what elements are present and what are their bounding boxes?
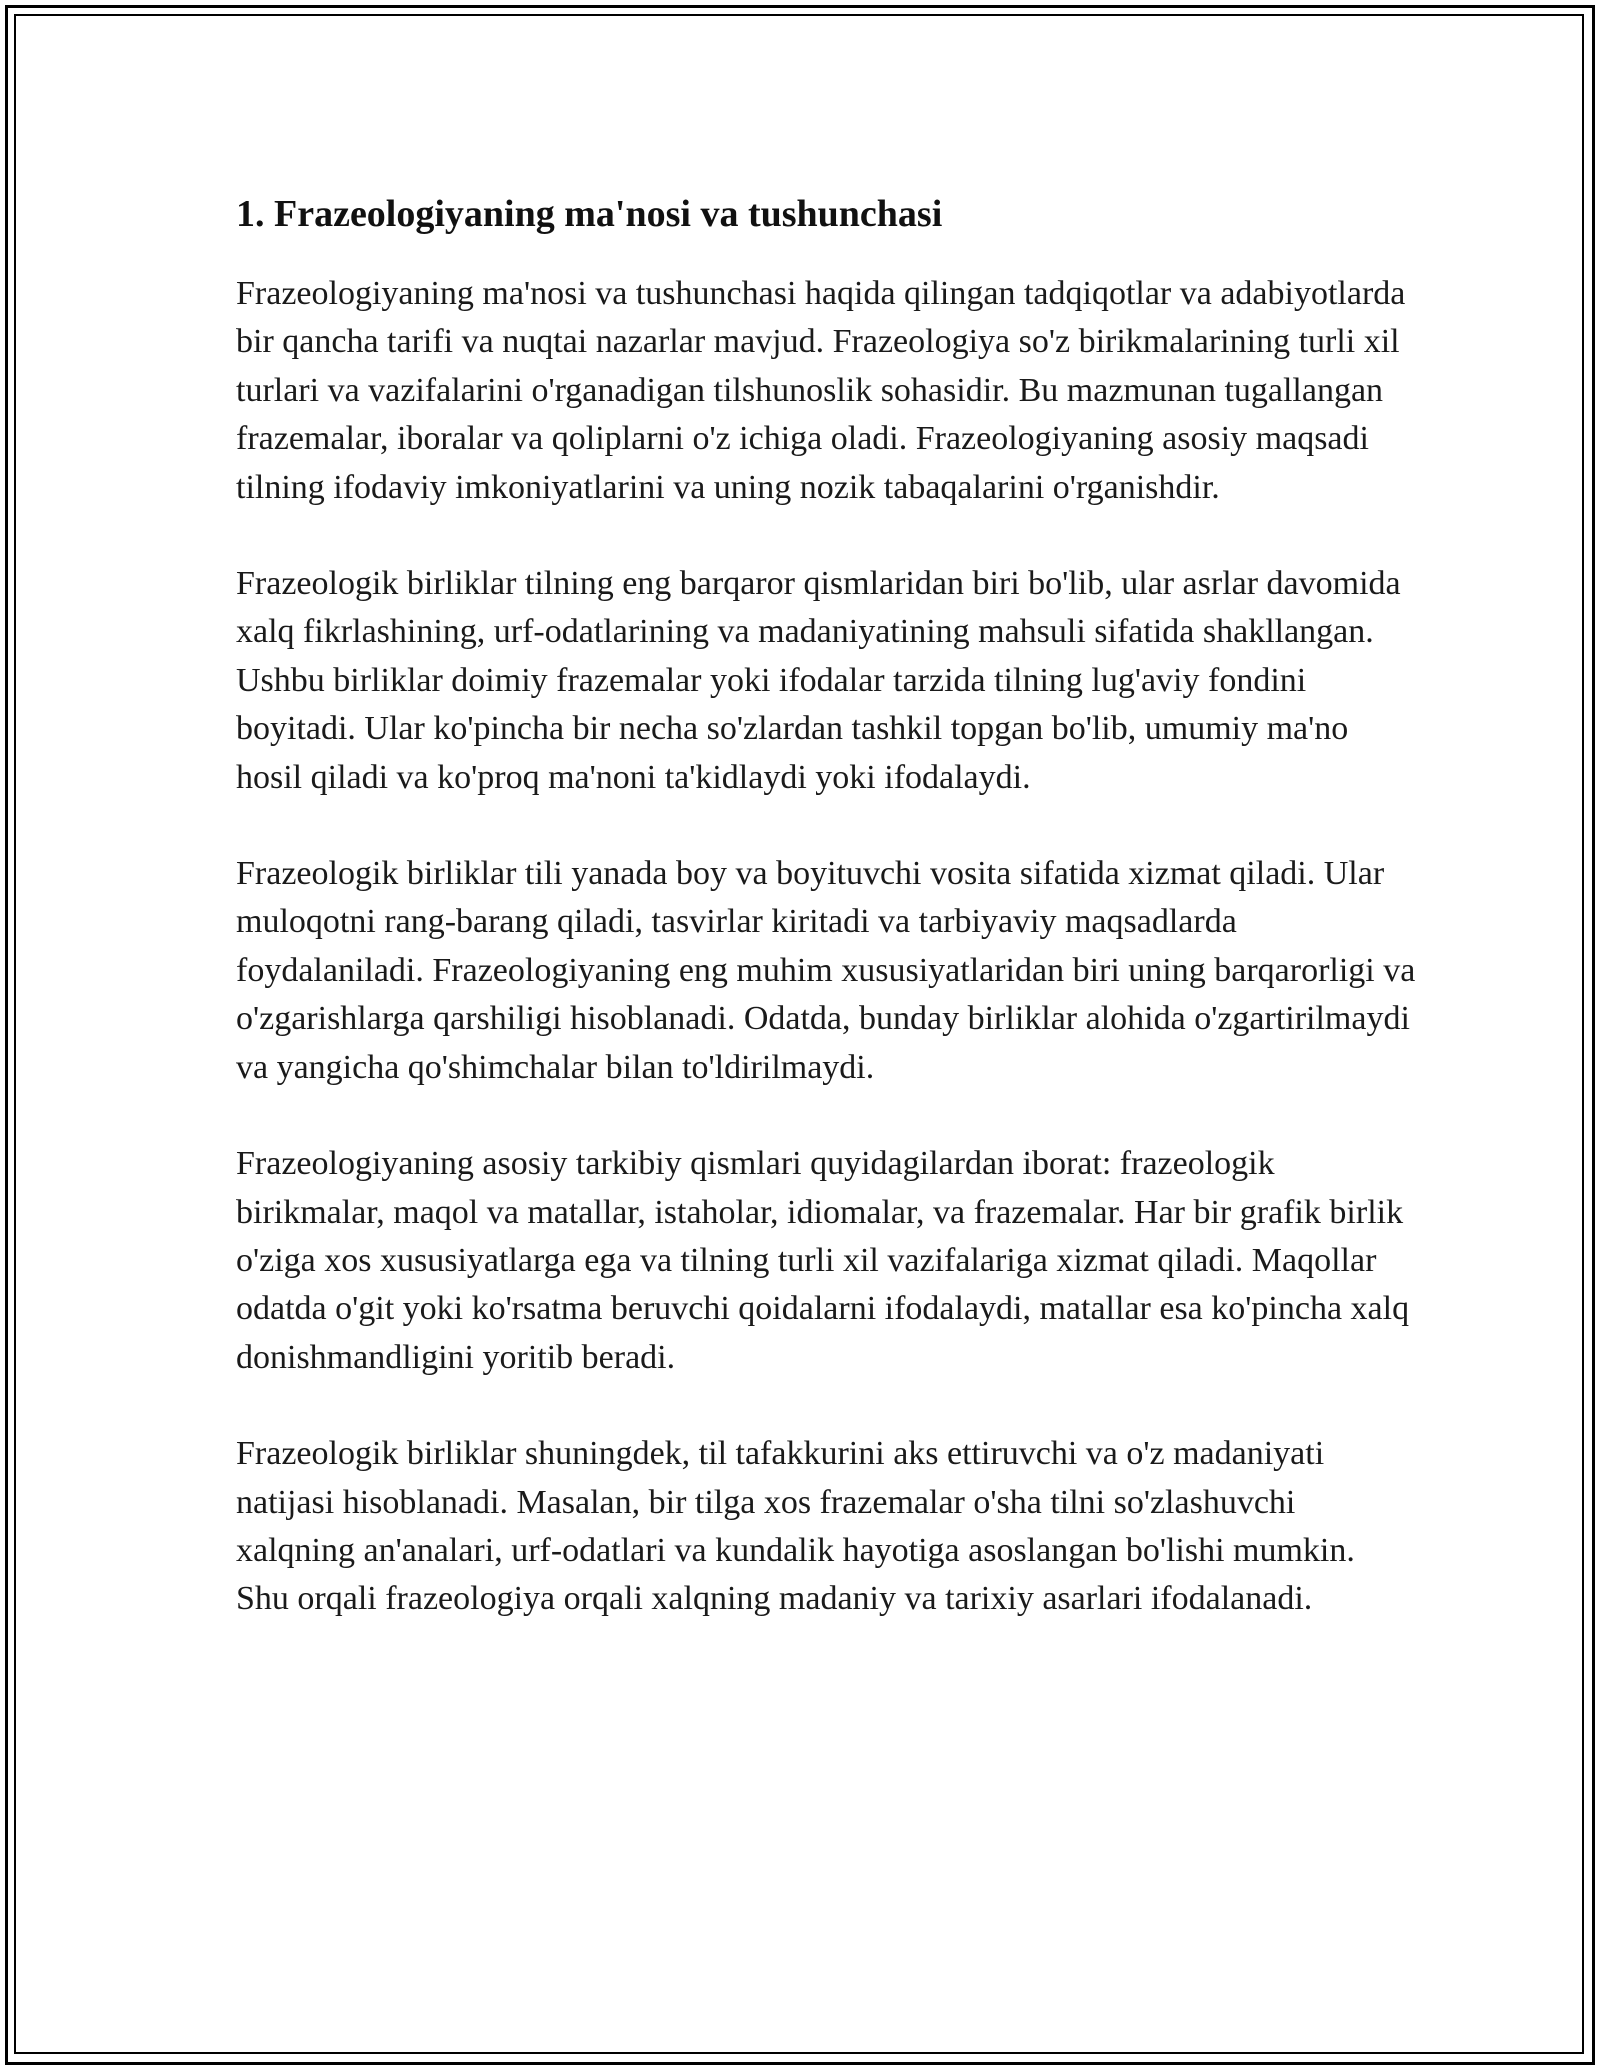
paragraph-4: Frazeologiyaning asosiy tarkibiy qismlari quyidagilardan iborat: frazeologik birikmalar, maqol va matallar, istaholar, idiomalar, va frazemalar. Har bir grafik birlik o'ziga xos xususiyatlarga ega va tilning turli xil vazifalariga xizmat qiladi. Maqollar odatda o'git yoki ko'rsatma beruvchi qoidalarni ifodalaydi, matallar esa ko'pincha xalq donishmandligini yoritib beradi.: [236, 1145, 1410, 1376]
paragraph-1: Frazeologiyaning ma'nosi va tushunchasi haqida qilingan tadqiqotlar va adabiyotlarda bir qancha tarifi va nuqtai nazarlar mavjud. Frazeologiya so'z birikmalarining turli xil turlari va vazifalarini o'rganadigan tilshunoslik sohasidir. Bu mazmunan tugallangan frazemalar, iboralar va qoliplarni o'z ichiga oladi. Frazeologiyaning asosiy maqsadi tilning ifodaviy imkoniyatlarini va uning nozik tabaqalarini o'rganishdir.: [236, 275, 1406, 506]
paragraph-3: Frazeologik birliklar tili yanada boy va boyituvchi vosita sifatida xizmat qiladi. Ular muloqotni rang-barang qiladi, tasvirlar kiritadi va tarbiyaviy maqsadlarda foydalaniladi. Frazeologiyaning eng muhim xususiyatlaridan biri uning barqarorligi va o'zgarishlarga qarshiligi hisoblanadi. Odatda, bunday birliklar alohida o'zgartirilmaydi va yangicha qo'shimchalar bilan to'ldirilmaydi.: [236, 855, 1416, 1086]
section-heading: 1. Frazeologiyaning ma'nosi va tushunchasi: [236, 193, 943, 235]
paragraph-2: Frazeologik birliklar tilning eng barqaror qismlaridan biri bo'lib, ular asrlar davomida xalq fikrlashining, urf-odatlarining va madaniyatining mahsuli sifatida shakllangan. Ushbu birliklar doimiy frazemalar yoki ifodalar tarzida tilning lug'aviy fondini boyitadi. Ular ko'pincha bir necha so'zlardan tashkil topgan bo'lib, umumiy ma'no hosil qiladi va ko'proq ma'noni ta'kidlaydi yoki ifodalaydi.: [236, 565, 1401, 796]
paragraph-5: Frazeologik birliklar shuningdek, til tafakkurini aks ettiruvchi va o'z madaniyati natijasi hisoblanadi. Masalan, bir tilga xos frazemalar o'sha tilni so'zlashuvchi xalqning an'analari, urf-odatlari va kundalik hayotiga asoslangan bo'lishi mumkin. Shu orqali frazeologiya orqali xalqning madaniy va tarixiy asarlari ifodalanadi.: [236, 1435, 1355, 1618]
document-body: [236, 186, 1416, 1672]
